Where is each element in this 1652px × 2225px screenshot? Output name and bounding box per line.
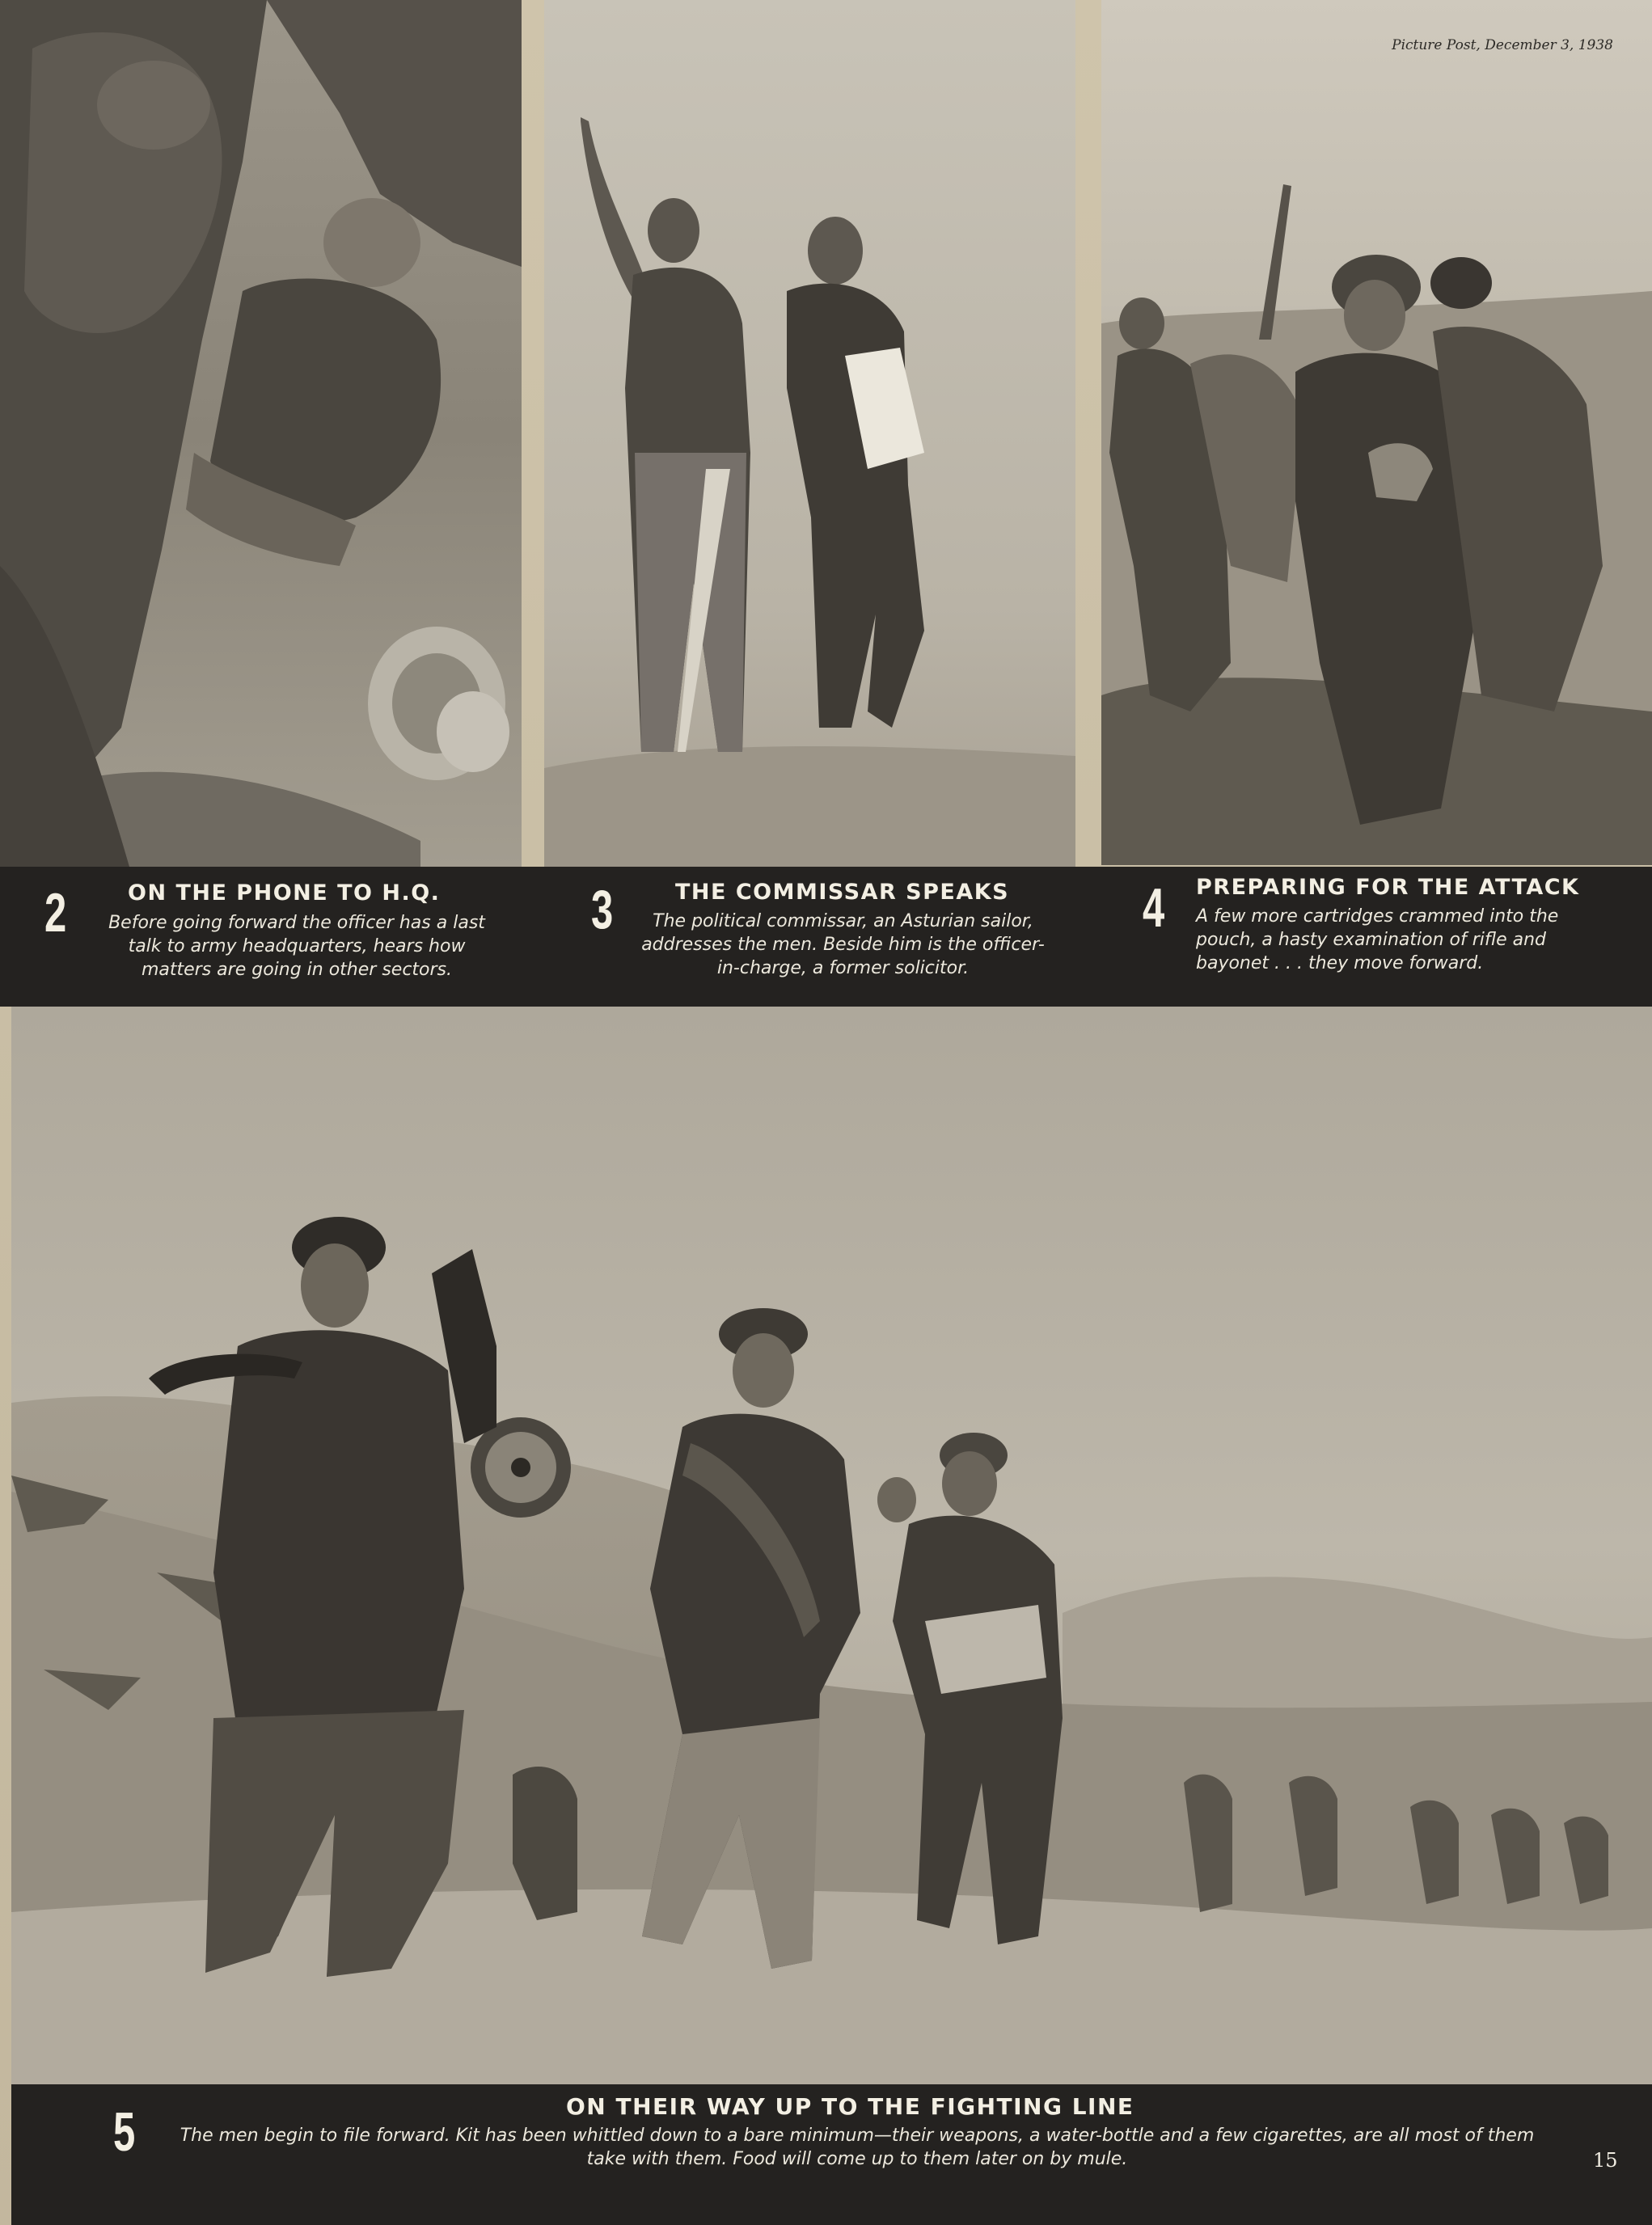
photo-fighting-line [11,1007,1652,2084]
caption-number-3: 3 [591,879,614,940]
photo-fighting-line-image [11,1007,1652,2084]
caption-body-2: Before going forward the officer has a last talk to army headquarters, hears how matters are going in other sectors. [108,913,485,980]
caption-title-5: ON THEIR WAY UP TO THE FIGHTING LINE [566,2093,1134,2120]
photo-commissar-speaks [544,0,1075,867]
caption-body-4: A few more cartridges crammed into the pouch, a hasty examination of rifle and bayonet . . . they move forward. [1196,906,1559,973]
publication-credit: Picture Post, December 3, 1938 [1392,37,1613,53]
caption-number-4: 4 [1143,877,1165,939]
page-number: 15 [1593,2149,1618,2172]
photo-officer-on-phone-image [0,0,522,867]
caption-title-4: PREPARING FOR THE ATTACK [1196,875,1580,900]
caption-title-3: THE COMMISSAR SPEAKS [675,880,1010,905]
photo-preparing-attack [1101,0,1652,865]
photo-commissar-speaks-image [544,0,1075,867]
photo-officer-on-phone [0,0,522,867]
caption-body-3: The political commissar, an Asturian sailor, addresses the men. Beside him is the officer-in-charge, a former solicitor. [641,911,1045,978]
caption-body-5: The men begin to file forward. Kit has been whittled down to a bare minimum—their weapons, a water-bottle and a few cigarettes, are all most of them take with them. Food will come up to them later on by mule. [180,2126,1535,2169]
photo-preparing-attack-image [1101,0,1652,865]
caption-number-5: 5 [113,2101,136,2163]
caption-title-2: ON THE PHONE TO H.Q. [128,880,441,906]
caption-number-2: 2 [44,882,67,944]
